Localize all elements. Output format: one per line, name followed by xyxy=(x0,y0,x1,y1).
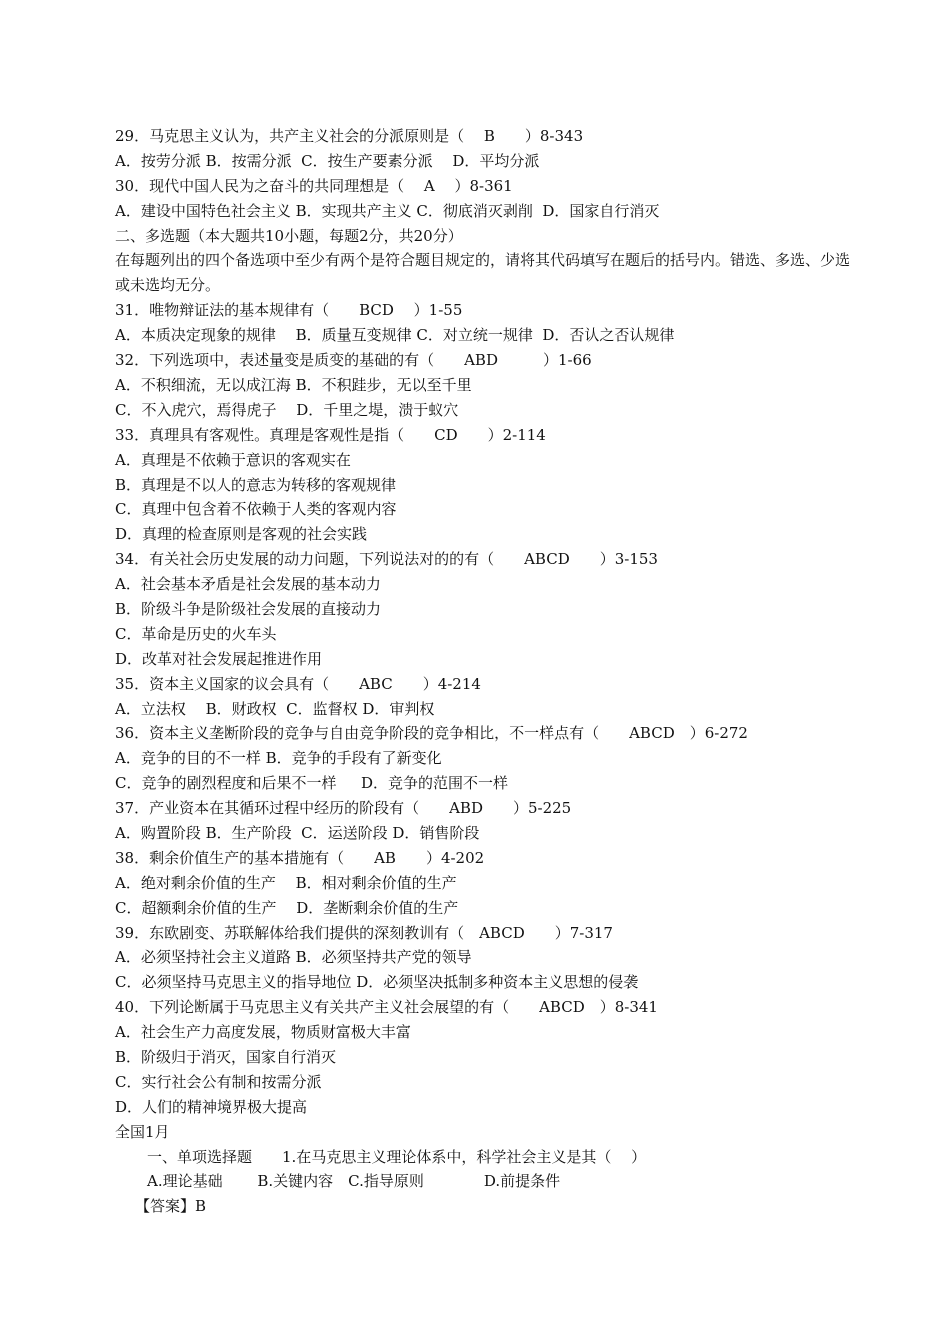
exam-title: 全国1月 xyxy=(115,1122,170,1141)
text-line: 32．下列选项中，表述量变是质变的基础的有（ ABD ）1-66 xyxy=(115,351,592,370)
text-line: 31．唯物辩证法的基本规律有（ BCD ）1-55 xyxy=(115,301,463,320)
text-line: A．建设中国特色社会主义 B．实现共产主义 C．彻底消灭剥削 D．国家自行消灭 xyxy=(115,201,660,220)
text-line: C．竞争的剧烈程度和后果不一样 D．竞争的范围不一样 xyxy=(115,774,509,793)
text-line: A．购置阶段 B．生产阶段 C．运送阶段 D．销售阶段 xyxy=(115,823,480,842)
text-line: A．按劳分派 B．按需分派 C．按生产要素分派 D．平均分派 xyxy=(115,151,540,170)
text-line: 33．真理具有客观性。真理是客观性是指（ CD ）2-114 xyxy=(115,425,546,444)
text-line: 38．剩余价值生产的基本措施有（ AB ）4-202 xyxy=(115,848,485,867)
text-line: A．立法权 B．财政权 C．监督权 D．审判权 xyxy=(115,699,435,718)
text-line: A．社会生产力高度发展，物质财富极大丰富 xyxy=(115,1023,411,1042)
text-line: C．实行社会公有制和按需分派 xyxy=(115,1072,322,1091)
text-line: A．本质决定现象的规律 B．质量互变规律 C．对立统一规律 D．否认之否认规律 xyxy=(115,326,675,345)
text-line: 39．东欧剧变、苏联解体给我们提供的深刻教训有（ ABCD ）7-317 xyxy=(115,923,613,942)
instructions-paragraph: 在每题列出的四个备选项中至少有两个是符合题目规定的，请将其代码填写在题后的括号内。错选、多选、少选或未选均无分。 xyxy=(115,251,851,295)
answer-line: 【答案】B xyxy=(135,1197,207,1216)
text-line: 35．资本主义国家的议会具有（ ABC ）4-214 xyxy=(115,674,481,693)
text-line: 37．产业资本在其循环过程中经历的阶段有（ ABD ）5-225 xyxy=(115,799,572,818)
text-line: C．必须坚持马克思主义的指导地位 D．必须坚决抵制多种资本主义思想的侵袭 xyxy=(115,973,639,992)
text-line: D．真理的检查原则是客观的社会实践 xyxy=(115,525,368,544)
text-line: A．绝对剩余价值的生产 B．相对剩余价值的生产 xyxy=(115,873,457,892)
text-line: A．社会基本矛盾是社会发展的基本动力 xyxy=(115,575,381,594)
text-line: C．革命是历史的火车头 xyxy=(115,624,277,643)
section-heading: 二、多选题（本大题共10小题，每题2分，共20分） xyxy=(115,226,463,245)
text-line: A．竞争的目的不一样 B．竞争的手段有了新变化 xyxy=(115,749,442,768)
text-line: C．真理中包含着不依赖于人类的客观内容 xyxy=(115,500,397,519)
text-line: 30．现代中国人民为之奋斗的共同理想是（ A ）8-361 xyxy=(115,176,513,195)
text-line: C．不入虎穴，焉得虎子 D．千里之堤，溃于蚁穴 xyxy=(115,400,459,419)
text-line: 36．资本主义垄断阶段的竞争与自由竞争阶段的竞争相比，不一样点有（ ABCD ）6-272 xyxy=(115,724,748,743)
text-line: D．改革对社会发展起推进作用 xyxy=(115,649,323,668)
section-one-heading: 一、单项选择题 1.在马克思主义理论体系中，科学社会主义是其（ ） xyxy=(147,1147,647,1166)
text-line: B．真理是不以人的意志为转移的客观规律 xyxy=(115,475,397,494)
text-line: 29．马克思主义认为，共产主义社会的分派原则是（ B ）8-343 xyxy=(115,127,584,145)
text-line: B．阶级斗争是阶级社会发展的直接动力 xyxy=(115,599,382,618)
text-line: C．超额剩余价值的生产 D．垄断剩余价值的生产 xyxy=(115,898,459,917)
document-page xyxy=(115,124,855,1219)
text-line: D．人们的精神境界极大提高 xyxy=(115,1097,308,1116)
text-line: A．真理是不依赖于意识的客观实在 xyxy=(115,450,351,469)
text-line: B．阶级归于消灭，国家自行消灭 xyxy=(115,1047,337,1066)
section-one-options: A.理论基础 B.关键内容 C.指导原则 D.前提条件 xyxy=(147,1172,561,1191)
text-line: 34．有关社会历史发展的动力问题，下列说法对的的有（ ABCD ）3-153 xyxy=(115,550,658,569)
text-line: A．必须坚持社会主义道路 B．必须坚持共产党的领导 xyxy=(115,948,472,967)
text-line: 40．下列论断属于马克思主义有关共产主义社会展望的有（ ABCD ）8-341 xyxy=(115,998,658,1017)
text-line: A．不积细流，无以成江海 B．不积跬步，无以至千里 xyxy=(115,375,472,394)
